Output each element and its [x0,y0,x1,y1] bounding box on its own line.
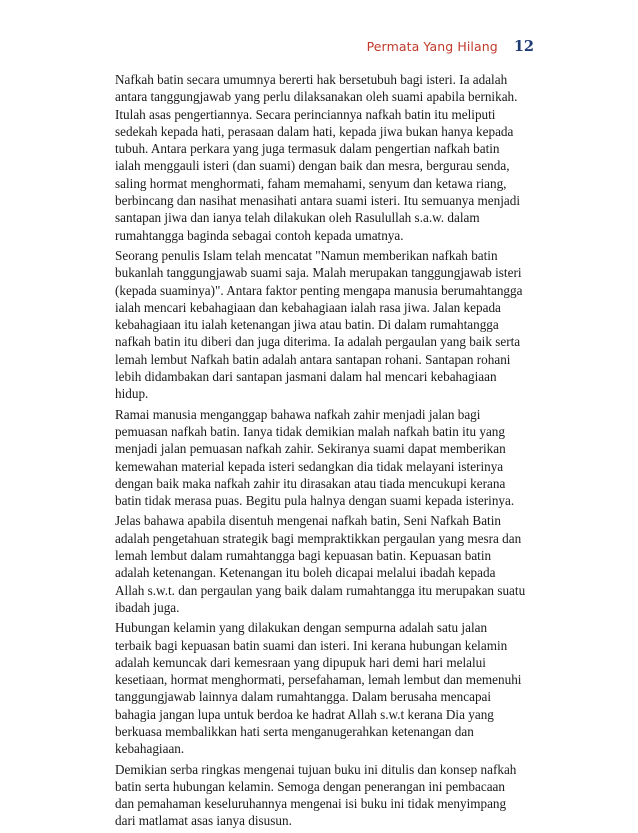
paragraph-2: Seorang penulis Islam telah mencatat "Namun memberikan nafkah batin bukanlah tanggungjawab suami saja. Malah merupakan tanggungjawab isteri (kepada suaminya)". Antara faktor penting mengapa manusia berumahtangga ialah mencari kebahagiaan dan kebahagiaan ialah rasa jiwa. Jalan kepada kebahagiaan itu ialah ketenangan jiwa atau batin. Di dalam rumahtangga nafkah batin itu diberi dan juga diterima. Ia adalah pergaulan yang baik serta lemah lembut Nafkah batin adalah antara santapan rohani. Santapan rohani lebih didambakan dari santapan jasmani dalam hal mencari kebahagiaan hidup. [115,247,523,402]
book-title: Permata Yang Hilang [366,39,498,54]
running-header [367,38,534,55]
paragraph-6: Demikian serba ringkas mengenai tujuan buku ini ditulis dan konsep nafkah batin serta hubungan kelamin. Semoga dengan penerangan ini pembacaan dan pemahaman keseluruhannya mengenai isi buku ini tidak menyimpang dari matlamat asas ianya disusun. [115,761,517,829]
paragraph-5: Hubungan kelamin yang dilakukan dengan sempurna adalah satu jalan terbaik bagi kepuasan batin suami dan isteri. Ini kerana hubungan kelamin adalah kemuncak dari kemesraan yang dipupuk hari demi hari melalui kesetiaan, hormat menghormati, persefahaman, lemah lembut dan memenuhi tanggungjawab lainnya dalam rumahtangga. Dalam berusaha mencapai bahagia jangan lupa untuk berdoa ke hadrat Allah s.w.t kerana Dia yang berkuasa membalikkan hati serta menganugerahkan ketenangan dan kebahagiaan. [115,620,522,757]
body-text [115,71,526,833]
paragraph-4: Jelas bahawa apabila disentuh mengenai nafkah batin, Seni Nafkah Batin adalah pengetahuan strategik bagi mempraktikkan pergaulan yang mesra dan lemah lembut dalam rumahtangga bagi kepuasan batin. Kepuasan batin adalah ketenangan. Ketenangan itu boleh dicapai melalui ibadah kepada Allah s.w.t. dan pergaulan yang baik dalam rumahtangga itu merupakan suatu ibadah juga. [115,513,526,615]
paragraph-1: Nafkah batin secara umumnya bererti hak bersetubuh bagi isteri. Ia adalah antara tanggungjawab yang perlu dilaksanakan oleh suami apabila bernikah. Itulah asas pengertiannya. Secara perinciannya nafkah batin itu meliputi sedekah kepada hati, perasaan dalam hati, kepada jiwa bukan hanya kepada tubuh. Antara perkara yang juga termasuk dalam pengertian nafkah batin ialah menggauli isteri (dan suami) dengan baik dan mesra, bergurau senda, saling hormat menghormati, faham memahami, senyum dan ketawa riang, berbincang dan nasihat menasihati antara suami isteri. Itu semuanya menjadi santapan jiwa dan ianya telah dilakukan oleh Rasulullah s.a.w. dalam rumahtangga baginda sebagai contoh kepada umatnya. [115,72,521,243]
paragraph-3: Ramai manusia menganggap bahawa nafkah zahir menjadi jalan bagi pemuasan nafkah batin. Ianya tidak demikian malah nafkah batin itu yang menjadi jalan pemuasan nafkah zahir. Sekiranya suami dapat memberikan kemewahan material kepada isteri sedangkan dia tidak melayani isterinya dengan baik maka nafkah zahir itu dirasakan atau tiada mencukupi kerana batin tidak merasa puas. Begitu pula halnya dengan suami kepada isterinya. [115,406,515,509]
page-number: 12 [513,38,534,55]
